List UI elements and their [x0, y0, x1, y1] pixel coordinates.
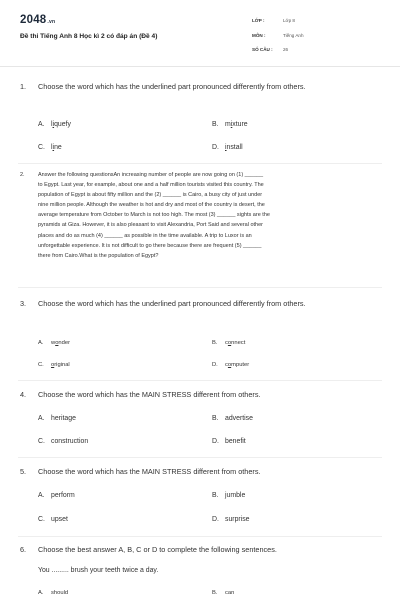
question-number: 6.: [20, 545, 27, 554]
question-number: 1.: [20, 82, 27, 91]
q1-option-d[interactable]: D. install: [212, 144, 243, 151]
question-text: Choose the word which has the underlined part pronounced differently from others.: [38, 299, 306, 308]
question-divider: [18, 163, 382, 164]
meta-class-label: LỚP :: [252, 18, 265, 23]
question-divider: [18, 536, 382, 537]
q5-option-b[interactable]: B. jumble: [212, 492, 246, 499]
question-text: Choose the best answer A, B, C or D to complete the following sentences.: [38, 545, 277, 554]
q4-option-d[interactable]: D. benefit: [212, 438, 246, 445]
q5-option-d[interactable]: D. surprise: [212, 516, 250, 523]
question-divider: [18, 457, 382, 458]
q5-option-c[interactable]: C. upset: [38, 516, 68, 523]
q6-option-b[interactable]: B. can: [212, 590, 235, 596]
passage-line: Answer the following questionsAn increasing number of people are now going on (1) ______: [38, 172, 264, 178]
question-number: 2.: [20, 172, 25, 178]
site-logo[interactable]: [20, 14, 55, 26]
q1-option-a[interactable]: A. liquefy: [38, 121, 71, 128]
q4-option-a[interactable]: A. heritage: [38, 415, 76, 422]
meta-subject: [252, 33, 304, 38]
question-divider: [18, 380, 382, 381]
question-divider: [18, 287, 382, 288]
meta-question-count: [252, 47, 288, 52]
q3-option-a[interactable]: A. wonder: [38, 340, 71, 346]
q6-sentence: You ......... brush your teeth twice a day.: [38, 567, 159, 574]
logo-suffix: .vn: [47, 19, 56, 25]
meta-question-count-label: SỐ CÂU :: [252, 47, 273, 52]
meta-class-value: Lớp 8: [283, 18, 295, 23]
question-number: 4.: [20, 390, 27, 399]
question-text: Choose the word which has the MAIN STRESS different from others.: [38, 390, 261, 399]
logo-text: 2048: [20, 14, 47, 26]
q1-option-b[interactable]: B. mixture: [212, 121, 248, 128]
question-number: 5.: [20, 467, 27, 476]
meta-question-count-value: 26: [283, 47, 289, 52]
q4-option-b[interactable]: B. advertise: [212, 415, 253, 422]
passage-line: places and do as much (4) ______ as possible in the time available. A trip to Luxor is an: [38, 232, 252, 239]
q1-option-c[interactable]: C. line: [38, 144, 62, 151]
q5-option-a[interactable]: A. perform: [38, 492, 75, 499]
q6-option-a[interactable]: A. should: [38, 590, 69, 596]
header-divider: [0, 66, 400, 67]
exam-header: [0, 0, 400, 67]
exam-title: Đề thi Tiếng Anh 8 Học kì 2 có đáp án (Đề 4): [20, 33, 158, 40]
passage-line: average temperature from October to March is not too high. The most (3) ______ sights are the: [38, 212, 270, 219]
meta-class: [252, 18, 295, 23]
passage-line: to Egypt. Last year, for example, about one and a half million tourists visited this country. The: [38, 182, 264, 189]
question-text: Choose the word which has the underlined part pronounced differently from others.: [38, 82, 306, 91]
question-number: 3.: [20, 299, 27, 308]
q4-option-c[interactable]: C. construction: [38, 438, 89, 445]
q3-option-d[interactable]: D. computer: [212, 362, 250, 368]
passage-line: nine million people. Although the weather is hot and dry and most of the country is desert, the: [38, 202, 265, 209]
passage-line: population of Egypt is about fifty million and the (2) ______ is Cairo, a busy city of just under: [38, 192, 263, 199]
passage-line: unforgettable experience. It is not difficult to go there because there are frequent (5) ______: [38, 242, 262, 249]
q3-option-c[interactable]: C. original: [38, 362, 70, 368]
meta-subject-value: Tiếng Anh: [283, 33, 304, 38]
q3-option-b[interactable]: B. connect: [212, 340, 246, 346]
passage-line: pyramids at Giza. However, it is also pleasant to visit Alexandria, Port Said and several other: [38, 222, 263, 229]
reading-passage: [38, 170, 390, 261]
passage-line: there from Cairo.What is the population of Egypt?: [38, 252, 159, 259]
question-text: Choose the word which has the MAIN STRESS different from others.: [38, 467, 261, 476]
meta-subject-label: MÔN :: [252, 33, 266, 38]
